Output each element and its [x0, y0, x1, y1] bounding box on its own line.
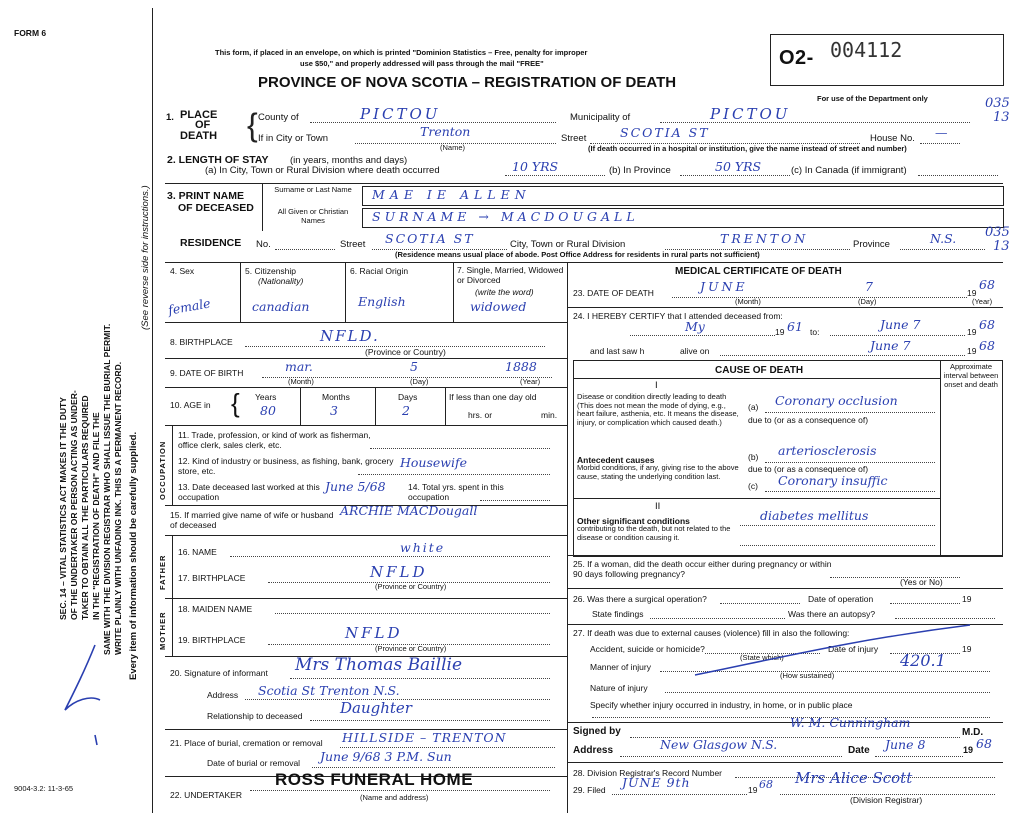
age-months-label: Months	[322, 392, 350, 402]
burial-label: 21. Place of burial, cremation or removal	[170, 738, 323, 748]
relationship-label: Relationship to deceased	[207, 711, 303, 721]
informant-label: 20. Signature of informant	[170, 668, 268, 678]
last-seen-mid: alive on	[680, 346, 710, 356]
birthplace-label: 8. BIRTHPLACE	[170, 337, 233, 347]
certify-label: 24. I HEREBY CERTIFY that I attended deceased from:	[573, 311, 783, 321]
age-days-label: Days	[398, 392, 418, 402]
autopsy-label: Was there an autopsy?	[788, 609, 876, 619]
s1-label-1: PLACE	[180, 109, 218, 121]
marital-label: 7. Single, Married, Widowed or Divorced	[457, 265, 564, 285]
record-number-label: 28. Division Registrar's Record Number	[573, 768, 723, 778]
md-label: M.D.	[962, 727, 984, 738]
cause-b-value: arteriosclerosis	[778, 443, 877, 458]
undertaker-line	[250, 790, 550, 791]
cert-address-value: New Glasgow N.S.	[660, 737, 778, 752]
side-note-3: TAKER TO OBTAIN ALL THE PARTICULARS REQUIRED	[80, 395, 90, 620]
side-note-1: SEC. 14 – VITAL STATISTICS ACT MAKES IT THE DUTY	[58, 397, 68, 620]
racial-origin-label: 6. Racial Origin	[350, 266, 409, 276]
center-divider	[567, 262, 568, 813]
interval-heading: Approximate interval between onset and death	[943, 362, 999, 389]
sex-value: female	[166, 295, 212, 318]
r10-rule	[165, 387, 567, 388]
injury-date-label: Date of injury	[828, 644, 879, 654]
father-name-line	[230, 556, 550, 557]
last-worked-value: June 5/68	[325, 479, 386, 494]
other-line-2	[740, 545, 935, 546]
county-value: PICTOU	[360, 105, 441, 123]
burial-date-label: Date of burial or removal	[207, 758, 301, 768]
undertaker-label: 22. UNDERTAKER	[170, 790, 242, 800]
residence-division-value: TRENTON	[720, 231, 809, 246]
findings-line	[650, 618, 785, 619]
filed-date-line	[612, 794, 747, 795]
how-sustained: (How sustained)	[780, 671, 835, 680]
residence-label: RESIDENCE	[180, 237, 242, 249]
certify-from-year: 61	[787, 319, 803, 334]
s1-brace: {	[247, 107, 258, 143]
filed-label: 29. Filed	[573, 785, 606, 795]
mother-birthplace-caption: (Province or Country)	[375, 644, 447, 653]
mother-maiden-line	[275, 613, 550, 614]
mother-birthplace-label: 19. BIRTHPLACE	[178, 635, 246, 645]
cause-interval-divider	[940, 360, 941, 555]
street-label: Street	[561, 133, 587, 144]
dob-month: mar.	[285, 359, 313, 374]
residence-no-label: No.	[256, 239, 271, 250]
findings-label: State findings	[592, 609, 644, 619]
certify-to-year-prefix: 19	[967, 327, 977, 337]
age-hrs-label: hrs. or	[468, 410, 493, 420]
mother-side-rule	[172, 598, 173, 656]
hospital-note: (If death occurred in a hospital or institution, give the name instead of street and number)	[588, 144, 907, 153]
birthplace-caption: (Province or Country)	[365, 347, 446, 357]
s3-label-1: 3. PRINT NAME	[167, 190, 245, 202]
r1-div2	[345, 262, 346, 322]
certify-to-year: 68	[979, 317, 995, 332]
given-value: SURNAME → MACDOUGALL	[372, 209, 639, 224]
cause-c-label: (c)	[748, 481, 758, 491]
nature-label: Nature of injury	[590, 683, 648, 693]
direct-label: Disease or condition directly leading to death (This does not mean the mode of dying, e.g., heart failure, asthenia, etc. It means the disease, injury, or complication which caused death.)	[577, 392, 739, 427]
undertaker-caption: (Name and address)	[360, 793, 429, 802]
other-desc: contributing to the death, but not related to the disease or condition causing it.	[577, 524, 731, 542]
side-note-7: Every item of information should be carefully supplied.	[128, 431, 139, 680]
father-top-rule	[165, 535, 567, 536]
dob-year-caption: (Year)	[520, 377, 541, 386]
industry-label: 12. Kind of industry or business, as fishing, bank, grocery store, etc.	[178, 456, 394, 476]
house-label: House No.	[870, 133, 915, 144]
age-div3	[445, 387, 446, 425]
page-title: PROVINCE OF NOVA SCOTIA – REGISTRATION OF DEATH	[258, 74, 677, 91]
s2-b-line	[680, 175, 790, 176]
total-years-label: 14. Total yrs. spent in this occupation	[408, 482, 504, 502]
age-years-label: Years	[255, 392, 277, 402]
dob-day: 5	[410, 359, 418, 374]
mother-maiden-label: 18. MAIDEN NAME	[178, 604, 253, 614]
signed-label: Signed by	[573, 726, 621, 737]
city-label: If in City or Town	[258, 133, 329, 144]
s2-a-label: (a) In City, Town or Rural Division where death occurred	[205, 165, 440, 176]
surgery-year: 19	[962, 594, 972, 604]
s2-c-line	[918, 175, 998, 176]
signed-rule	[567, 722, 1003, 723]
cause-c-line	[765, 491, 935, 492]
s3-divider	[262, 183, 263, 231]
filed-caption: (Division Registrar)	[850, 795, 923, 805]
accident-label: Accident, suicide or homicide?	[590, 644, 705, 654]
spouse-value: ARCHIE MACDougall	[340, 503, 478, 518]
death-date-line	[672, 297, 967, 298]
informant-address-label: Address	[207, 690, 239, 700]
cert-date-year-prefix: 19	[963, 745, 974, 755]
residence-street-label: Street	[340, 239, 366, 250]
burial-date-line	[312, 767, 555, 768]
city-value: Trenton	[420, 124, 471, 139]
autopsy-line	[895, 618, 995, 619]
age-brace: {	[231, 388, 240, 418]
s1-label-3: DEATH	[180, 130, 218, 142]
street-value: SCOTIA ST	[620, 125, 710, 140]
cause-a-value: Coronary occlusion	[775, 393, 898, 408]
birthplace-value: NFLD.	[320, 327, 380, 345]
surgery-date-label: Date of operation	[808, 594, 874, 604]
dob-day-caption: (Day)	[410, 377, 429, 386]
certify-from-year-prefix: 19	[775, 327, 785, 337]
dob-label: 9. DATE OF BIRTH	[170, 368, 244, 378]
occupation-label: OCCUPATION	[158, 440, 167, 500]
death-year-caption: (Year)	[972, 297, 993, 306]
spouse-label: 15. If married give name of wife or husband of deceased	[170, 510, 334, 530]
racial-origin-value: English	[358, 294, 406, 309]
relationship-line	[310, 720, 550, 721]
industry-line	[358, 474, 550, 475]
age-months: 3	[330, 403, 338, 418]
mother-birthplace-value: NFLD	[345, 624, 403, 642]
other-label: Other significant conditions	[577, 516, 690, 526]
death-month-caption: (Month)	[735, 297, 761, 306]
surgery-label: 26. Was there a surgical operation?	[573, 594, 707, 604]
r8-rule	[165, 322, 567, 323]
pregnancy-label: 25. If a woman, did the death occur either during pregnancy or within 90 days following pregnancy?	[573, 559, 832, 579]
occ-top-rule	[165, 425, 567, 426]
pregnancy-caption: (Yes or No)	[900, 577, 943, 587]
total-years-line	[480, 500, 550, 501]
envelope-note-2: use $50," and properly addressed will pass through the mail "FREE"	[300, 59, 544, 68]
age-div1	[300, 387, 301, 425]
other-value: diabetes mellitus	[760, 508, 869, 523]
age-min-label: min.	[541, 410, 558, 420]
age-years: 80	[260, 403, 276, 418]
left-margin-rule	[152, 8, 153, 813]
manner-label: Manner of injury	[590, 662, 651, 672]
informant-line	[290, 678, 550, 679]
cause-b-label: (b)	[748, 452, 759, 462]
last-seen-label: and last saw h	[590, 346, 645, 356]
cause-heading: CAUSE OF DEATH	[715, 365, 804, 376]
antecedent-label: Antecedent causes	[577, 455, 655, 465]
certify-from-line	[630, 335, 775, 336]
father-birthplace-label: 17. BIRTHPLACE	[178, 573, 246, 583]
roman-2: II	[655, 501, 661, 512]
certify-from: My	[685, 319, 705, 334]
certify-to-label: to:	[810, 327, 820, 337]
father-birthplace-value: NFLD	[370, 563, 428, 581]
dob-year: 1888	[505, 359, 537, 374]
cause-c-value: Coronary insuffic	[778, 473, 888, 488]
municipality-line	[660, 122, 970, 123]
certify-to-line	[830, 335, 965, 336]
mother-label: MOTHER	[158, 611, 167, 650]
burial-line	[340, 747, 555, 748]
surgery-line	[720, 603, 800, 604]
house-value: —	[935, 125, 948, 140]
filed-year: 68	[759, 778, 773, 791]
undertaker-value: ROSS FUNERAL HOME	[275, 770, 474, 789]
father-side-rule	[172, 535, 173, 598]
residence-province-value: N.S.	[930, 231, 957, 246]
death-day-caption: (Day)	[858, 297, 877, 306]
age-days: 2	[402, 403, 410, 418]
filed-signature: Mrs Alice Scott	[795, 769, 913, 787]
dept-code-1: 035	[985, 96, 1010, 111]
manner-value: 420.1	[900, 651, 946, 670]
house-line	[920, 143, 960, 144]
age-less-label: If less than one day old	[449, 392, 537, 402]
nature-line	[665, 692, 990, 693]
roman-1: I	[655, 380, 658, 391]
father-birthplace-caption: (Province or Country)	[375, 582, 447, 591]
county-label: County of	[258, 112, 299, 123]
municipality-label: Municipality of	[570, 112, 631, 123]
s24-rule	[567, 307, 1003, 308]
s3-top-rule	[165, 183, 1003, 184]
s3-label-2: OF DECEASED	[178, 202, 254, 214]
death-date-month: JUNE	[700, 279, 748, 294]
certify-to: June 7	[880, 317, 921, 332]
registration-number-prefix: O2-	[779, 47, 814, 69]
state-which: (State which)	[740, 653, 784, 662]
cert-address-line	[620, 756, 842, 757]
death-date-year-prefix: 19	[967, 288, 977, 298]
form-number: FORM 6	[14, 28, 47, 38]
cause-ii-rule	[573, 498, 940, 499]
cert-date-year: 68	[976, 736, 992, 751]
s2-b-value: 50 YRS	[715, 159, 762, 174]
sex-label: 4. Sex	[170, 266, 195, 276]
cert-date-label: Date	[848, 745, 870, 756]
s2-sub: (in years, months and days)	[290, 155, 408, 166]
father-name-value: white	[400, 540, 446, 555]
s2-a-value: 10 YRS	[512, 159, 559, 174]
dob-month-caption: (Month)	[288, 377, 314, 386]
death-date-year: 68	[979, 277, 995, 292]
residence-province-label: Province	[853, 239, 890, 250]
signed-value: W. M. Cunningham	[790, 715, 911, 730]
s2-b-label: (b) In Province	[609, 165, 671, 176]
other-line-1	[740, 525, 935, 526]
burial-date-value: June 9/68 3 P.M. Sun	[320, 749, 452, 764]
residence-division-label: City, Town or Rural Division	[510, 239, 626, 250]
antecedent-desc: Morbid conditions, if any, giving rise to the above cause, stating the underlying condition last.	[577, 463, 739, 481]
s2-label: 2. LENGTH OF STAY	[167, 154, 269, 166]
envelope-note-1: This form, if placed in an envelope, on which is printed "Dominion Statistics – Free, penalty for improper	[215, 48, 588, 57]
dept-code-2: 035	[985, 225, 1010, 240]
citizenship-label: 5. Citizenship	[245, 266, 297, 276]
trade-label: 11. Trade, profession, or kind of work as fisherman, office clerk, sales clerk, etc.	[178, 430, 371, 450]
side-note-6: WRITE PLAINLY WITH UNFADING INK. THIS IS A PERMANENT RECORD.	[113, 361, 123, 655]
external-label: 27. If death was due to external causes (violence) fill in also the following:	[573, 628, 850, 638]
death-date-day: 7	[865, 279, 873, 294]
mother-top-rule	[165, 598, 567, 599]
last-worked-label: 13. Date deceased last worked at this occupation	[178, 482, 320, 502]
injury-year: 19	[962, 644, 972, 654]
side-note-2: OF THE UNDERTAKER OR PERSON ACTING AS UNDER-	[69, 390, 79, 620]
residence-street-value: SCOTIA ST	[385, 231, 475, 246]
s2-c-label: (c) In Canada (if immigrant)	[791, 165, 907, 176]
surname-value: MAE IE ALLEN	[372, 187, 531, 202]
dept-code-2b: 13	[993, 239, 1010, 254]
r1-div3	[453, 262, 454, 322]
s2-a-line	[505, 175, 605, 176]
r1-div1	[240, 262, 241, 322]
last-seen-year-prefix: 19	[967, 346, 977, 356]
marital-sub: (write the word)	[475, 287, 534, 297]
due-to-2: due to (or as a consequence of)	[748, 464, 869, 474]
dept-code-1b: 13	[993, 110, 1010, 125]
print-code: 9004-3.2: 11-3-65	[14, 784, 74, 793]
father-name-label: 16. NAME	[178, 547, 217, 557]
father-label: FATHER	[158, 554, 167, 590]
filed-year-prefix: 19	[748, 785, 758, 795]
given-label: All Given or Christian Names	[277, 207, 349, 225]
s26-rule	[567, 588, 1003, 589]
cert-address-label: Address	[573, 745, 614, 756]
informant-value: Mrs Thomas Baillie	[295, 655, 463, 675]
relationship-value: Daughter	[340, 699, 412, 717]
registration-number: 004112	[830, 38, 903, 62]
age-label: 10. AGE in	[170, 400, 211, 410]
marital-value: widowed	[470, 299, 527, 314]
cert-date-value: June 8	[885, 737, 926, 752]
last-seen-value: June 7	[870, 338, 911, 353]
informant-address-value: Scotia St Trenton N.S.	[258, 683, 400, 698]
filed-date: JUNE 9th	[622, 775, 691, 790]
grid-top-rule	[165, 262, 1003, 263]
side-note-8: (See reverse side for instructions.)	[140, 185, 151, 330]
residence-note: (Residence means usual place of abode. Post Office Address for residents in rural parts not sufficient)	[395, 250, 760, 259]
due-to-1: due to (or as a consequence of)	[748, 415, 869, 425]
cause-a-line	[765, 412, 935, 413]
city-caption: (Name)	[440, 143, 466, 152]
residence-no-line	[275, 249, 335, 250]
cause-heading-rule	[573, 378, 940, 379]
residence-province-line	[900, 249, 985, 250]
dept-use-label: For use of the Department only	[817, 94, 928, 103]
margin-initial-mark	[55, 640, 115, 750]
specify-label: Specify whether injury occurred in industry, in home, or in public place	[590, 700, 853, 710]
s1-num: 1.	[166, 112, 174, 123]
last-seen-year: 68	[979, 338, 995, 353]
side-note-4: IN THE "REGISTRATION OF DEATH" AND FILE THE	[91, 412, 101, 620]
citizenship-value: canadian	[252, 299, 310, 314]
s1-label-2: OF	[195, 119, 211, 131]
citizenship-sub: (Nationality)	[258, 276, 304, 286]
cert-date-line	[875, 756, 963, 757]
industry-value: Housewife	[400, 455, 468, 470]
municipality-value: PICTOU	[710, 105, 791, 123]
burial-value: HILLSIDE – TRENTON	[342, 730, 507, 745]
occ-side-rule	[172, 425, 173, 505]
cross-out-mark	[690, 620, 980, 680]
medical-heading: MEDICAL CERTIFICATE OF DEATH	[675, 266, 842, 277]
s28-rule	[567, 762, 1003, 763]
cause-a-label: (a)	[748, 402, 759, 412]
last-seen-line	[720, 355, 965, 356]
trade-line	[370, 448, 550, 449]
side-note-5: SAME WITH THE DIVISION REGISTRAR WHO SHALL ISSUE THE BURIAL PERMIT.	[102, 323, 112, 655]
death-date-label: 23. DATE OF DEATH	[573, 288, 654, 298]
s25-rule	[567, 555, 1003, 556]
cause-b-line	[765, 462, 935, 463]
surname-label: Surname or Last Name	[274, 185, 352, 194]
surgery-date-line	[890, 603, 960, 604]
age-div2	[375, 387, 376, 425]
